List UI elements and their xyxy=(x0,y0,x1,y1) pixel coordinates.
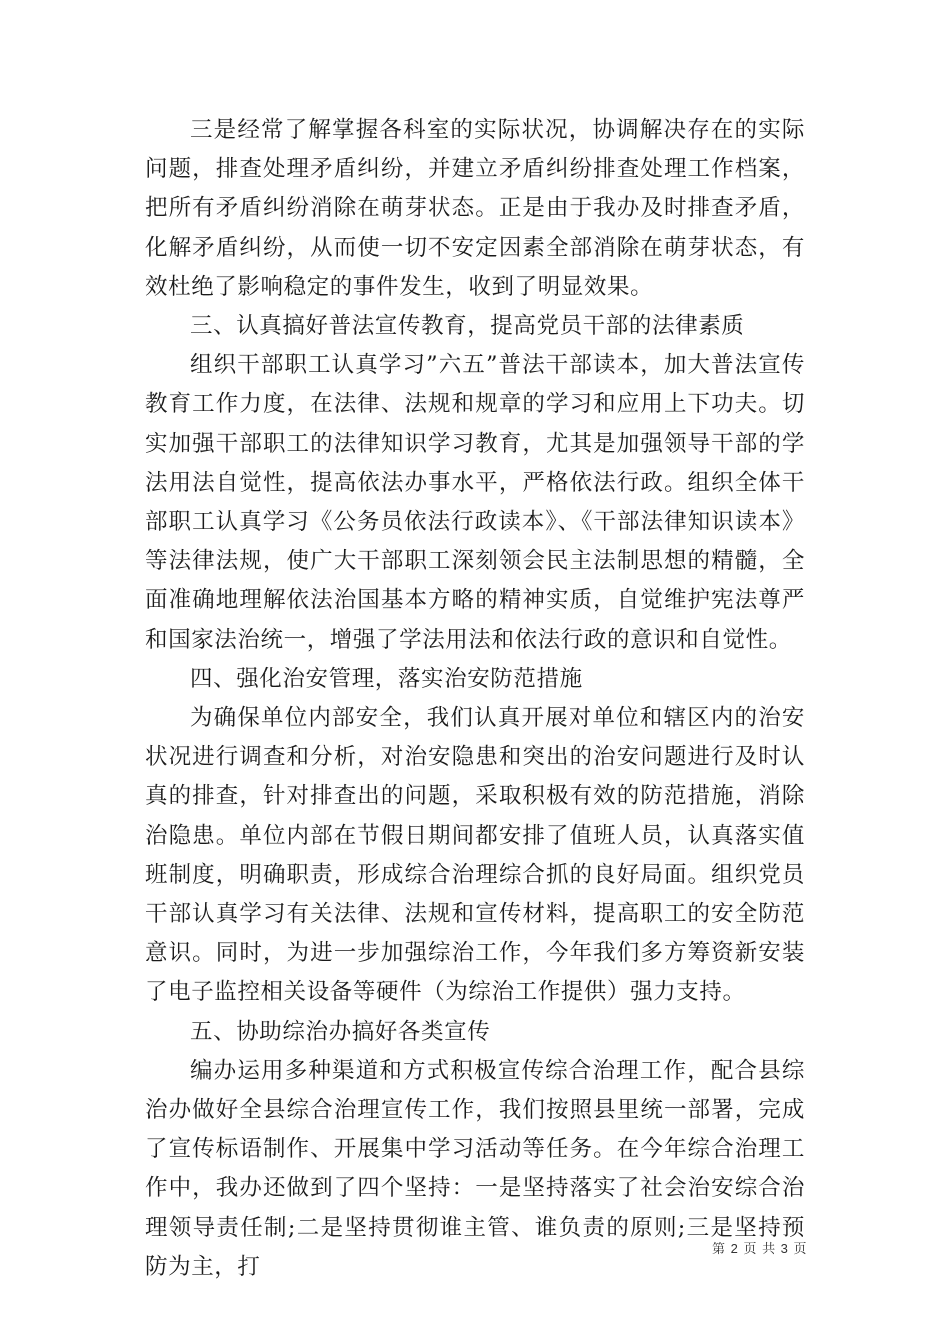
document-page xyxy=(145,111,805,1287)
paragraph-legal-education: 组织干部职工认真学习”六五”普法干部读本，加大普法宣传教育工作力度，在法律、法规和规章的学习和应用上下功夫。切实加强干部职工的法律知识学习教育，尤其是加强领导干部的学法用法自觉性，提高依法办事水平，严格依法行政。组织全体干部职工认真学习《公务员依法行政读本》、《干部法律知识读本》等法律法规，使广大干部职工深刻领会民主法制思想的精髓，全面准确地理解依法治国基本方略的精神实质，自觉维护宪法尊严和国家法治统一，增强了学法用法和依法行政的意识和自觉性。 xyxy=(145,352,805,653)
section-heading-publicity: 五、协助综治办搞好各类宣传 xyxy=(190,1018,491,1045)
section-heading-security-management: 四、强化治安管理，落实治安防范措施 xyxy=(190,665,583,692)
paragraph-investigate-disputes: 三是经常了解掌握各科室的实际状况，协调解决存在的实际问题，排查处理矛盾纠纷，并建立矛盾纠纷排查处理工作档案，把所有矛盾纠纷消除在萌芽状态。正是由于我办及时排查矛盾，化解矛盾纠纷，从而使一切不安定因素全部消除在萌芽状态，有效杜绝了影响稳定的事件发生，收到了明显效果。 xyxy=(145,117,805,300)
paragraph-publicity: 编办运用多种渠道和方式积极宣传综合治理工作，配合县综治办做好全县综合治理宣传工作，我们按照县里统一部署，完成了宣传标语制作、开展集中学习活动等任务。在今年综合治理工作中，我办还做到了四个坚持：一是坚持落实了社会治安综合治理领导责任制;二是坚持贯彻谁主管、谁负责的原则;三是坚持预防为主，打 xyxy=(145,1057,805,1280)
page-number-footer: 第 2 页 共 3 页 xyxy=(712,1241,808,1256)
paragraph-security-management: 为确保单位内部安全，我们认真开展对单位和辖区内的治安状况进行调查和分析，对治安隐患和突出的治安问题进行及时认真的排查，针对排查出的问题，采取积极有效的防范措施，消除治隐患。单位内部在节假日期间都安排了值班人员，认真落实值班制度，明确职责，形成综合治理综合抓的良好局面。组织党员干部认真学习有关法律、法规和宣传材料，提高职工的安全防范意识。同时，为进一步加强综治工作，今年我们多方筹资新安装了电子监控相关设备等硬件（为综治工作提供）强力支持。 xyxy=(145,705,805,1006)
section-heading-legal-education: 三、认真搞好普法宣传教育，提高党员干部的法律素质 xyxy=(190,313,745,340)
